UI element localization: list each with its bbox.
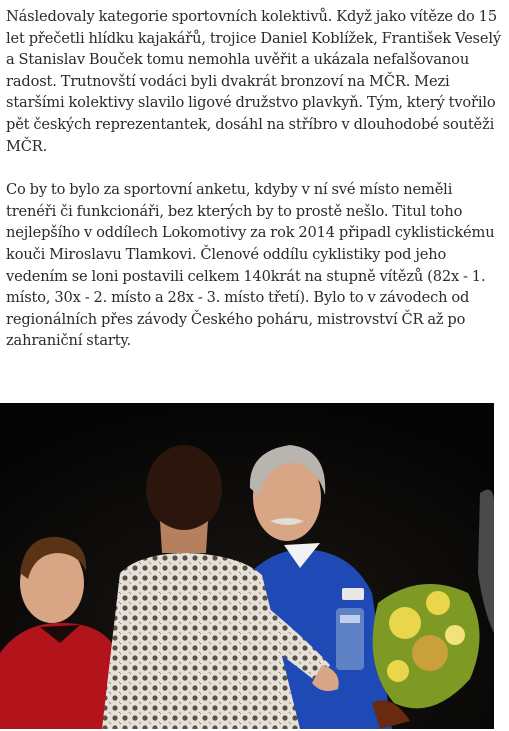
article-paragraph-2: Co by to bylo za sportovní anketu, kdyby v ní své místo neměli trenéři či funkcionáři, bez kterých by to prostě nešlo. Titul toho nejlepšího v oddílech Lokomotivy za rok 2014 připadl cyklistickému kouči Miroslavu Tlamkovi. Členové oddílu cyklistiky pod jeho vedením se loni postavili celkem 140krát na stupně vítězů (82x - 1. místo, 30x - 2. místo a 28x - 3. místo třetí). Bylo to v závodech od regionálních přes závody Českého poháru, mistrovství ČR až po zahraniční starty. <box>6 181 495 350</box>
article-paragraph-1: Následovaly kategorie sportovních kolektivů. Když jako vítěze do 15 let přečetli hlídku kajakářů, trojice Daniel Koblížek, František Veselý a Stanislav Bouček tomu nemohla uvěřit a ukázala nefalšovanou radost. Trutnovští vodáci byli dvakrát bronzoví na MČR. Mezi staršími kolektivy slavilo ligové družstvo plavkyň. Tým, který tvořilo pět českých reprezentantek, dosáhl na stříbro v dlouhodobé soutěži MČR. <box>6 8 501 155</box>
shirt-logo <box>342 588 364 600</box>
award-ceremony-photo <box>0 403 494 729</box>
glass-trophy <box>336 608 364 670</box>
article <box>6 6 504 352</box>
award-ceremony-illustration <box>0 403 494 729</box>
